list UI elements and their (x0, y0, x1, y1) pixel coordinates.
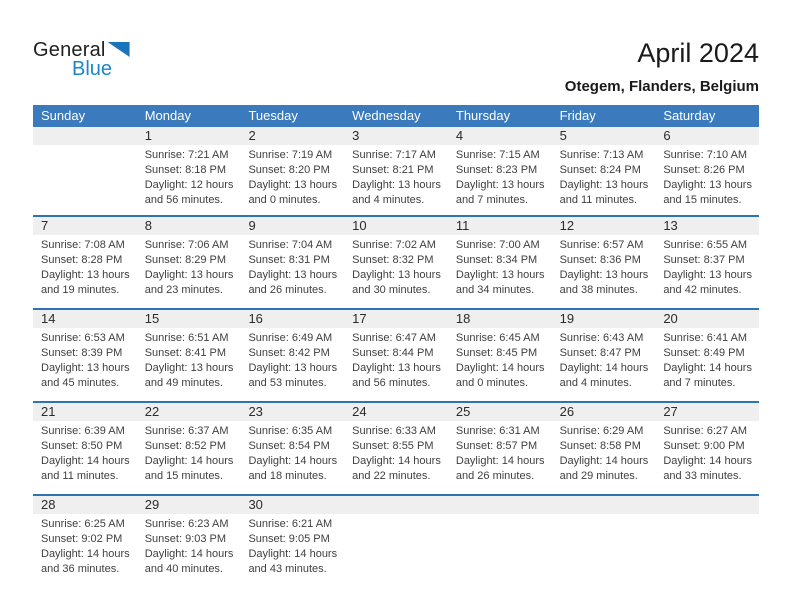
weekday-header-tuesday: Tuesday (248, 108, 298, 123)
sunrise-text: Sunrise: 6:29 AM (559, 425, 644, 437)
calendar-day-cell (137, 217, 241, 308)
sunset-text: Sunset: 8:29 PM (144, 254, 227, 266)
calendar-day-cell (448, 127, 552, 215)
sunset-text: Sunset: 8:23 PM (455, 164, 538, 176)
sunrise-text: Sunrise: 6:33 AM (352, 425, 436, 437)
daylight-text: and 4 minutes. (352, 194, 425, 206)
day-number: 17 (344, 310, 448, 328)
sunrise-text: Sunrise: 6:25 AM (41, 518, 125, 530)
weekday-header-sunday: Sunday (41, 108, 86, 123)
daylight-text: and 18 minutes. (248, 470, 327, 482)
day-number: 23 (240, 403, 344, 421)
calendar-empty-cell (344, 496, 448, 587)
day-number: 13 (655, 217, 759, 235)
day-details (552, 145, 656, 208)
daylight-text: Daylight: 13 hours (559, 269, 649, 281)
sunrise-text: Sunrise: 7:19 AM (248, 149, 333, 161)
sunset-text: Sunset: 9:03 PM (144, 533, 227, 545)
sunrise-text: Sunrise: 7:21 AM (144, 149, 229, 161)
daylight-text: and 56 minutes. (352, 377, 431, 389)
daylight-text: Daylight: 14 hours (248, 455, 338, 467)
day-details (33, 421, 137, 484)
day-details (655, 328, 759, 391)
daylight-text: and 56 minutes. (144, 194, 223, 206)
daylight-text: Daylight: 14 hours (144, 548, 234, 560)
day-number (448, 496, 552, 514)
sunset-text: Sunset: 8:55 PM (352, 440, 434, 452)
calendar-day-cell (344, 310, 448, 401)
daylight-text: Daylight: 13 hours (559, 179, 649, 191)
daylight-text: Daylight: 13 hours (248, 179, 338, 191)
daylight-text: Daylight: 13 hours (41, 269, 130, 281)
calendar-day-cell (240, 127, 344, 215)
sunrise-text: Sunrise: 7:10 AM (663, 149, 748, 161)
daylight-text: and 29 minutes. (559, 470, 638, 482)
day-number: 25 (448, 403, 552, 421)
sunrise-text: Sunrise: 7:02 AM (352, 239, 436, 251)
sunrise-text: Sunrise: 6:55 AM (663, 239, 748, 251)
day-number: 24 (344, 403, 448, 421)
daylight-text: and 30 minutes. (352, 284, 431, 296)
daylight-text: and 15 minutes. (663, 194, 742, 206)
daylight-text: Daylight: 13 hours (248, 269, 338, 281)
day-details (137, 145, 241, 208)
daylight-text: Daylight: 14 hours (352, 455, 441, 467)
daylight-text: Daylight: 13 hours (144, 362, 234, 374)
day-details (552, 235, 656, 298)
sunset-text: Sunset: 8:50 PM (41, 440, 123, 452)
daylight-text: Daylight: 13 hours (41, 362, 130, 374)
day-details (552, 328, 656, 391)
day-number: 29 (137, 496, 241, 514)
weekday-header-wednesday: Wednesday (352, 108, 421, 123)
sunset-text: Sunset: 9:00 PM (663, 440, 745, 452)
calendar-day-cell (33, 496, 137, 587)
sunset-text: Sunset: 8:39 PM (41, 347, 123, 359)
daylight-text: and 26 minutes. (455, 470, 535, 482)
daylight-text: Daylight: 13 hours (352, 179, 441, 191)
calendar-day-cell (240, 217, 344, 308)
day-details (33, 514, 137, 577)
sunset-text: Sunset: 8:20 PM (248, 164, 330, 176)
day-details (344, 235, 448, 298)
sunset-text: Sunset: 9:02 PM (41, 533, 123, 545)
calendar-day-cell (240, 403, 344, 494)
daylight-text: Daylight: 13 hours (352, 269, 441, 281)
day-number: 2 (240, 127, 344, 145)
location-subtitle: Otegem, Flanders, Belgium (564, 78, 759, 95)
day-details (240, 328, 344, 391)
daylight-text: and 45 minutes. (41, 377, 120, 389)
logo-text-blue: Blue (72, 58, 113, 80)
calendar-day-cell (448, 217, 552, 308)
sunset-text: Sunset: 8:49 PM (663, 347, 745, 359)
calendar-empty-cell (33, 127, 137, 215)
daylight-text: and 42 minutes. (663, 284, 742, 296)
sunrise-text: Sunrise: 6:31 AM (455, 425, 540, 437)
sunset-text: Sunset: 8:34 PM (455, 254, 538, 266)
day-details (448, 235, 552, 298)
day-number (655, 496, 759, 514)
sunrise-text: Sunrise: 6:47 AM (352, 332, 436, 344)
day-number: 9 (240, 217, 344, 235)
calendar-empty-cell (552, 496, 656, 587)
daylight-text: and 15 minutes. (144, 470, 223, 482)
day-number: 4 (448, 127, 552, 145)
daylight-text: and 49 minutes. (144, 377, 223, 389)
daylight-text: and 34 minutes. (455, 284, 535, 296)
day-details (655, 421, 759, 484)
sunrise-text: Sunrise: 6:57 AM (559, 239, 644, 251)
day-details (344, 328, 448, 391)
calendar-day-cell (240, 496, 344, 587)
daylight-text: and 11 minutes. (41, 470, 119, 482)
daylight-text: and 19 minutes. (41, 284, 120, 296)
sunset-text: Sunset: 8:21 PM (352, 164, 434, 176)
page-title: April 2024 (637, 38, 759, 68)
sunrise-text: Sunrise: 7:17 AM (352, 149, 436, 161)
day-number (344, 496, 448, 514)
calendar-day-cell (448, 310, 552, 401)
daylight-text: and 40 minutes. (144, 563, 223, 575)
logo-triangle-icon (108, 42, 130, 57)
week-row (33, 401, 759, 494)
sunset-text: Sunset: 8:44 PM (352, 347, 434, 359)
calendar-day-cell (33, 217, 137, 308)
daylight-text: and 43 minutes. (248, 563, 327, 575)
day-number (552, 496, 656, 514)
sunrise-text: Sunrise: 6:43 AM (559, 332, 644, 344)
day-number: 30 (240, 496, 344, 514)
sunrise-text: Sunrise: 6:21 AM (248, 518, 333, 530)
sunset-text: Sunset: 8:47 PM (559, 347, 641, 359)
sunrise-text: Sunrise: 6:37 AM (144, 425, 229, 437)
daylight-text: Daylight: 12 hours (144, 179, 234, 191)
daylight-text: Daylight: 14 hours (455, 362, 545, 374)
calendar-day-cell (240, 310, 344, 401)
daylight-text: and 7 minutes. (663, 377, 736, 389)
calendar-empty-cell (448, 496, 552, 587)
daylight-text: Daylight: 13 hours (663, 179, 752, 191)
daylight-text: Daylight: 14 hours (144, 455, 234, 467)
sunrise-text: Sunrise: 6:23 AM (144, 518, 229, 530)
day-number: 10 (344, 217, 448, 235)
calendar-day-cell (655, 310, 759, 401)
sunset-text: Sunset: 8:36 PM (559, 254, 641, 266)
day-details (33, 328, 137, 391)
daylight-text: Daylight: 13 hours (248, 362, 338, 374)
daylight-text: and 33 minutes. (663, 470, 742, 482)
day-details (240, 235, 344, 298)
daylight-text: Daylight: 14 hours (41, 548, 130, 560)
daylight-text: and 0 minutes. (248, 194, 321, 206)
logo-general-label: General (33, 39, 106, 61)
sunset-text: Sunset: 8:45 PM (455, 347, 538, 359)
weekday-header-monday: Monday (144, 108, 191, 123)
day-details (33, 235, 137, 298)
day-number: 8 (137, 217, 241, 235)
day-number: 7 (33, 217, 137, 235)
day-number: 16 (240, 310, 344, 328)
calendar-day-cell (344, 217, 448, 308)
calendar-day-cell (655, 403, 759, 494)
day-number: 5 (552, 127, 656, 145)
sunrise-text: Sunrise: 7:04 AM (248, 239, 333, 251)
calendar-day-cell (33, 310, 137, 401)
day-details (448, 421, 552, 484)
day-details (448, 145, 552, 208)
daylight-text: Daylight: 14 hours (41, 455, 130, 467)
sunrise-text: Sunrise: 6:49 AM (248, 332, 333, 344)
sunset-text: Sunset: 8:54 PM (248, 440, 330, 452)
week-row (33, 494, 759, 587)
daylight-text: Daylight: 13 hours (455, 269, 545, 281)
daylight-text: and 38 minutes. (559, 284, 638, 296)
weekday-header-thursday: Thursday (455, 108, 511, 123)
sunset-text: Sunset: 8:57 PM (455, 440, 538, 452)
day-number: 3 (344, 127, 448, 145)
sunrise-text: Sunrise: 6:35 AM (248, 425, 333, 437)
sunrise-text: Sunrise: 6:51 AM (144, 332, 229, 344)
sunrise-text: Sunrise: 6:27 AM (663, 425, 748, 437)
daylight-text: Daylight: 14 hours (663, 455, 752, 467)
calendar-day-cell (33, 403, 137, 494)
daylight-text: and 53 minutes. (248, 377, 327, 389)
calendar-day-cell (137, 310, 241, 401)
day-details (240, 514, 344, 577)
sunset-text: Sunset: 8:31 PM (248, 254, 330, 266)
sunrise-text: Sunrise: 7:00 AM (455, 239, 540, 251)
day-number: 21 (33, 403, 137, 421)
sunrise-text: Sunrise: 7:13 AM (559, 149, 644, 161)
day-details (344, 421, 448, 484)
day-number: 1 (137, 127, 241, 145)
day-details (655, 235, 759, 298)
daylight-text: Daylight: 13 hours (663, 269, 752, 281)
week-row (33, 127, 759, 215)
general-blue-logo (33, 40, 130, 79)
sunset-text: Sunset: 8:41 PM (144, 347, 227, 359)
calendar-day-cell (552, 127, 656, 215)
day-number (33, 127, 137, 145)
sunset-text: Sunset: 8:24 PM (559, 164, 641, 176)
calendar-day-cell (137, 496, 241, 587)
calendar-day-cell (552, 403, 656, 494)
daylight-text: and 23 minutes. (144, 284, 223, 296)
sunset-text: Sunset: 8:58 PM (559, 440, 641, 452)
daylight-text: Daylight: 14 hours (559, 455, 649, 467)
day-details (240, 145, 344, 208)
day-details (552, 421, 656, 484)
day-number: 12 (552, 217, 656, 235)
day-number: 15 (137, 310, 241, 328)
sunrise-text: Sunrise: 6:41 AM (663, 332, 748, 344)
sunset-text: Sunset: 8:28 PM (41, 254, 123, 266)
calendar-day-cell (448, 403, 552, 494)
sunset-text: Sunset: 8:37 PM (663, 254, 745, 266)
weekday-header-saturday: Saturday (663, 108, 716, 123)
daylight-text: and 36 minutes. (41, 563, 120, 575)
daylight-text: Daylight: 13 hours (144, 269, 234, 281)
day-number: 14 (33, 310, 137, 328)
week-row (33, 215, 759, 308)
day-number: 27 (655, 403, 759, 421)
sunrise-text: Sunrise: 7:15 AM (455, 149, 540, 161)
day-details (344, 145, 448, 208)
day-details (137, 514, 241, 577)
calendar-empty-cell (655, 496, 759, 587)
day-number: 26 (552, 403, 656, 421)
sunset-text: Sunset: 8:42 PM (248, 347, 330, 359)
daylight-text: Daylight: 14 hours (663, 362, 752, 374)
sunrise-text: Sunrise: 6:39 AM (41, 425, 125, 437)
calendar-day-cell (344, 127, 448, 215)
daylight-text: and 11 minutes. (559, 194, 638, 206)
calendar-weeks (33, 127, 759, 587)
daylight-text: and 0 minutes. (455, 377, 529, 389)
day-details (137, 421, 241, 484)
sunset-text: Sunset: 8:26 PM (663, 164, 745, 176)
week-row (33, 308, 759, 401)
daylight-text: Daylight: 14 hours (455, 455, 545, 467)
day-number: 18 (448, 310, 552, 328)
calendar-day-cell (655, 217, 759, 308)
day-number: 22 (137, 403, 241, 421)
calendar-day-cell (344, 403, 448, 494)
sunset-text: Sunset: 8:52 PM (144, 440, 227, 452)
day-number: 28 (33, 496, 137, 514)
day-number: 19 (552, 310, 656, 328)
day-number: 20 (655, 310, 759, 328)
daylight-text: Daylight: 13 hours (455, 179, 545, 191)
sunset-text: Sunset: 8:32 PM (352, 254, 434, 266)
sunrise-text: Sunrise: 7:08 AM (41, 239, 125, 251)
day-details (448, 328, 552, 391)
daylight-text: and 7 minutes. (455, 194, 529, 206)
daylight-text: Daylight: 14 hours (559, 362, 649, 374)
sunrise-text: Sunrise: 7:06 AM (144, 239, 229, 251)
weekday-header-friday: Friday (559, 108, 596, 123)
day-details (137, 235, 241, 298)
calendar-table (33, 105, 759, 587)
day-details (240, 421, 344, 484)
sunrise-text: Sunrise: 6:53 AM (41, 332, 125, 344)
daylight-text: Daylight: 14 hours (248, 548, 338, 560)
sunrise-text: Sunrise: 6:45 AM (455, 332, 540, 344)
calendar-day-cell (137, 403, 241, 494)
calendar-day-cell (552, 310, 656, 401)
sunset-text: Sunset: 9:05 PM (248, 533, 330, 545)
daylight-text: and 22 minutes. (352, 470, 431, 482)
calendar-day-cell (552, 217, 656, 308)
daylight-text: Daylight: 13 hours (352, 362, 441, 374)
day-details (655, 145, 759, 208)
day-number: 11 (448, 217, 552, 235)
logo-text-general (33, 40, 130, 60)
calendar-day-cell (655, 127, 759, 215)
daylight-text: and 26 minutes. (248, 284, 327, 296)
day-details (137, 328, 241, 391)
sunset-text: Sunset: 8:18 PM (144, 164, 227, 176)
day-number: 6 (655, 127, 759, 145)
weekday-header-row (33, 105, 759, 127)
calendar-day-cell (137, 127, 241, 215)
daylight-text: and 4 minutes. (559, 377, 632, 389)
